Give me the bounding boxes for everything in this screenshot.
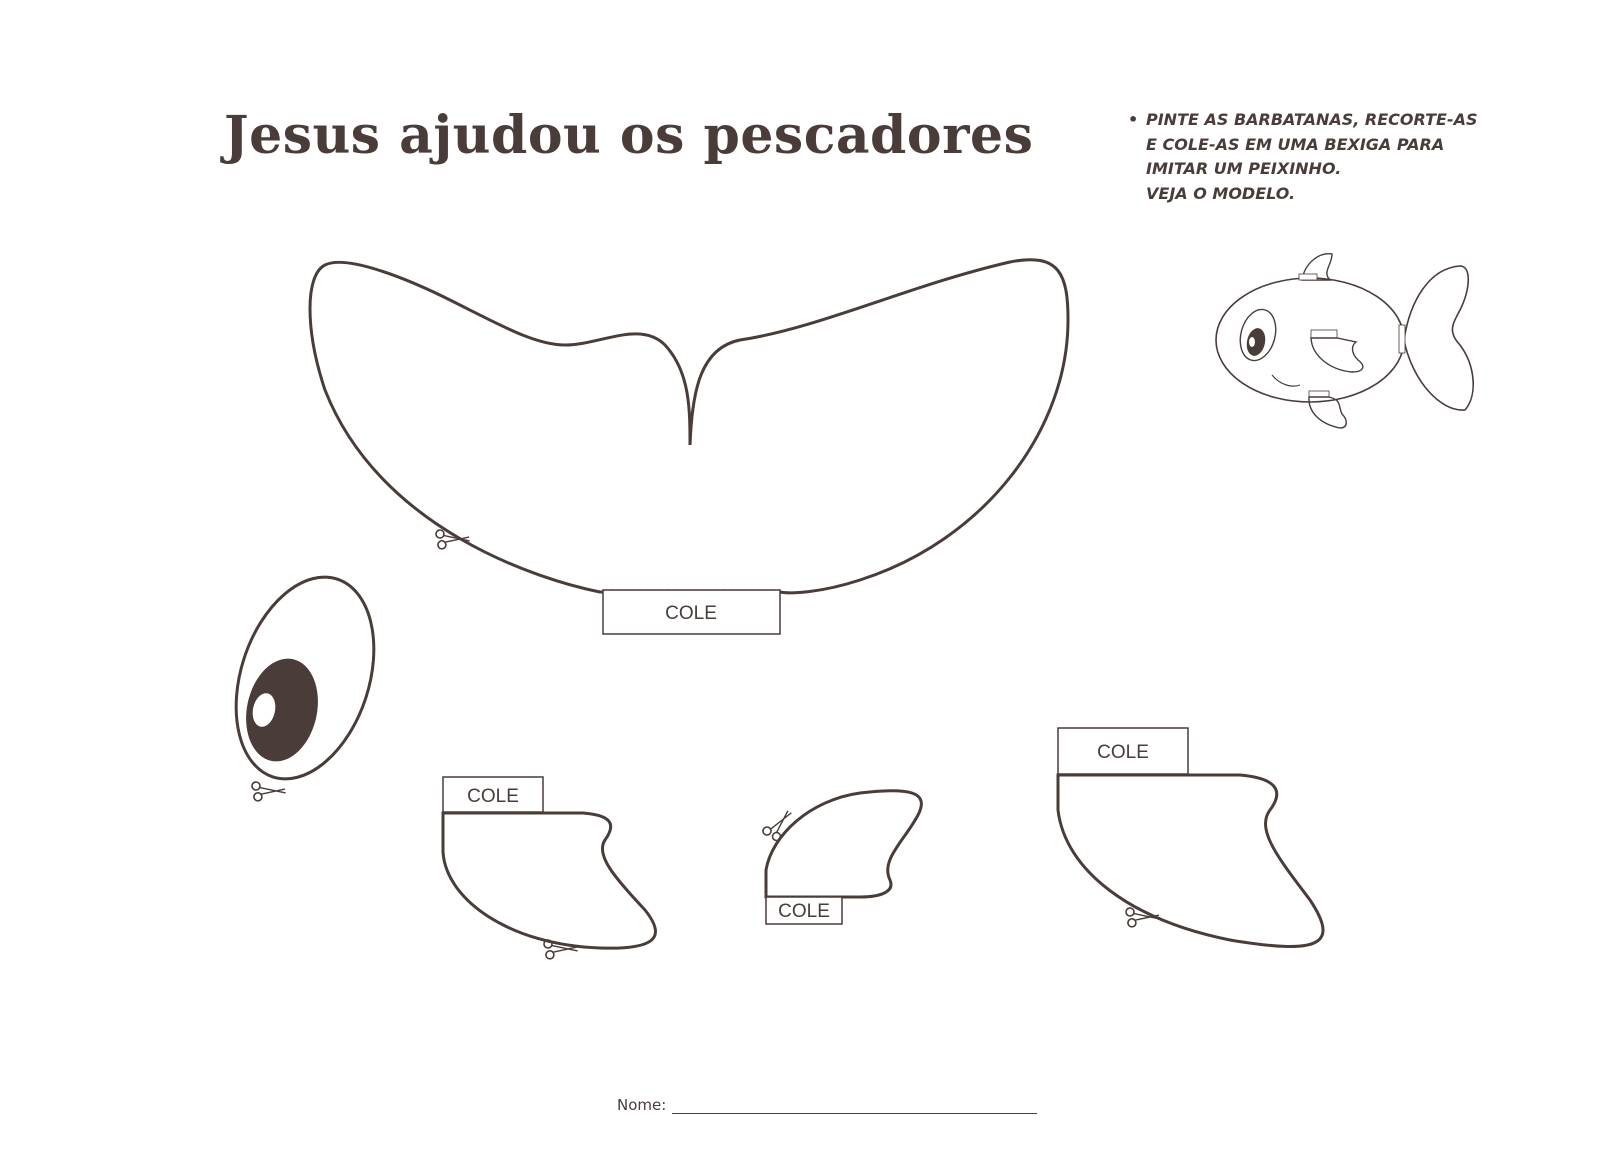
fin-small-center-cutout[interactable]	[762, 791, 922, 924]
scissors-icon	[543, 935, 578, 959]
cole-label-tail: COLE	[665, 603, 717, 624]
instructions-bullet: •	[1128, 110, 1139, 129]
scissors-icon	[251, 777, 286, 801]
instruction-line: VEJA O MODELO.	[1146, 183, 1296, 203]
instruction-line: E COLE-AS EM UMA BEXIGA PARA	[1146, 134, 1445, 154]
tail-cutout[interactable]	[310, 260, 1068, 634]
fin-large-right-cutout[interactable]	[1058, 728, 1323, 947]
instruction-line: PINTE AS BARBATANAS, RECORTE-AS	[1146, 110, 1478, 129]
fin-small-left-cutout[interactable]	[443, 777, 656, 959]
cole-label-fin-small-center: COLE	[778, 901, 830, 922]
name-field[interactable]	[617, 1096, 1037, 1114]
cole-label-fin-large-right: COLE	[1097, 742, 1149, 763]
eye-cutout-icon[interactable]	[212, 559, 398, 801]
name-label: Nome:	[617, 1096, 667, 1114]
instruction-line: IMITAR UM PEIXINHO.	[1146, 159, 1342, 178]
scissors-icon	[435, 525, 470, 549]
cole-label-fin-small-left: COLE	[467, 786, 519, 807]
scissors-icon	[1125, 903, 1160, 927]
scissors-icon	[762, 805, 794, 842]
fish-model-icon	[1216, 254, 1473, 428]
page-title: Jesus ajudou os pescadores	[224, 105, 1034, 166]
name-input-line[interactable]	[672, 1099, 1037, 1114]
